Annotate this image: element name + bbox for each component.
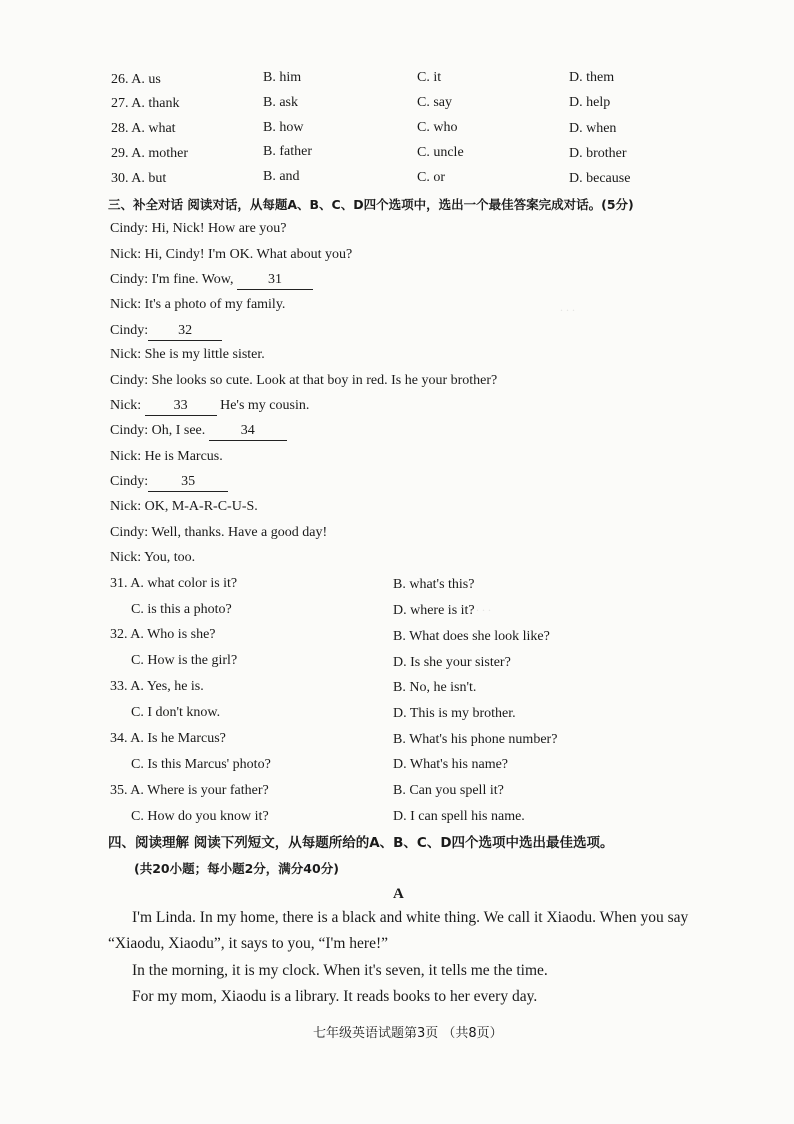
passage-paragraph: I'm Linda. In my home, there is a black and white thing. We call it Xiaodu. When you say: [132, 909, 689, 926]
q27-option-c: C. say: [417, 95, 452, 110]
dialogue-text: He's my cousin.: [216, 398, 310, 413]
choice-a: 31. A. what color is it?: [110, 576, 238, 591]
dialogue-line: Nick: It's a photo of my family.: [110, 297, 286, 312]
choice-b: B. Can you spell it?: [393, 783, 504, 798]
q29-option-a: 29. A. mother: [111, 146, 188, 161]
passage-paragraph: “Xiaodu, Xiaodu”, it says to you, “I'm here!”: [108, 935, 388, 952]
choice-d: D. I can spell his name.: [393, 809, 525, 824]
dialogue-line: Nick: She is my little sister.: [110, 347, 265, 362]
dialogue-line: [110, 322, 222, 341]
choice-b: B. No, he isn't.: [393, 680, 477, 695]
choice-c: C. I don't know.: [131, 705, 221, 720]
choice-d: D. where is it?: [393, 603, 475, 618]
choice-d: D. What's his name?: [393, 757, 509, 772]
q29-option-c: C. uncle: [417, 145, 464, 160]
choice-a: 33. A. Yes, he is.: [110, 679, 204, 694]
choice-d: D. Is she your sister?: [393, 655, 511, 670]
choice-c: C. How do you know it?: [131, 809, 269, 824]
choice-d: D. This is my brother.: [393, 706, 516, 721]
q27-option-d: D. help: [569, 95, 611, 110]
blank-31: 31: [237, 271, 313, 290]
choice-b: B. What does she look like?: [393, 629, 550, 644]
choice-b: B. what's this?: [393, 577, 475, 592]
blank-34: 34: [209, 422, 287, 441]
q28-option-d: D. when: [569, 121, 617, 136]
choice-c: C. is this a photo?: [131, 602, 232, 617]
dialogue-text: Cindy: I'm fine. Wow,: [110, 272, 237, 287]
dialogue-text: Cindy:: [110, 474, 149, 489]
passage-label: A: [393, 886, 404, 902]
q30-option-c: C. or: [417, 170, 445, 185]
blank-33: 33: [145, 397, 217, 416]
dialogue-line: [110, 271, 313, 290]
passage-paragraph: For my mom, Xiaodu is a library. It reads books to her every day.: [132, 988, 538, 1005]
section4-header: 四、阅读理解 阅读下列短文，从每题所给的A、B、C、D四个选项中选出最佳选项。: [108, 835, 614, 851]
q27-option-a: 27. A. thank: [111, 96, 180, 111]
dialogue-line: Nick: OK, M-A-R-C-U-S.: [110, 499, 258, 514]
q28-option-c: C. who: [417, 120, 458, 135]
q29-option-d: D. brother: [569, 146, 627, 161]
choice-b: B. What's his phone number?: [393, 732, 558, 747]
bleed-through: . . .: [560, 300, 575, 314]
dialogue-line: Cindy: Well, thanks. Have a good day!: [110, 525, 328, 540]
choice-a: 32. A. Who is she?: [110, 627, 216, 642]
passage-paragraph: In the morning, it is my clock. When it's seven, it tells me the time.: [132, 962, 548, 979]
q30-option-d: D. because: [569, 171, 631, 186]
q27-option-b: B. ask: [263, 95, 298, 110]
q26-option-a: 26. A. us: [111, 72, 161, 87]
q26-option-b: B. him: [263, 70, 302, 85]
q30-option-a: 30. A. but: [111, 171, 167, 186]
q28-option-b: B. how: [263, 120, 304, 135]
section3-header: 三、补全对话 阅读对话，从每题A、B、C、D四个选项中，选出一个最佳答案完成对话。(5分): [108, 197, 634, 212]
dialogue-line: [110, 422, 287, 441]
choice-c: C. How is the girl?: [131, 653, 238, 668]
page-footer: 七年级英语试题第3页 （共8页）: [313, 1026, 503, 1041]
dialogue-line: [110, 473, 228, 492]
q26-option-d: D. them: [569, 70, 615, 85]
dialogue-line: Cindy: She looks so cute. Look at that boy in red. Is he your brother?: [110, 373, 498, 388]
dialogue-line: Nick: You, too.: [110, 550, 196, 565]
choice-c: C. Is this Marcus' photo?: [131, 757, 271, 772]
q28-option-a: 28. A. what: [111, 121, 176, 136]
choice-a: 35. A. Where is your father?: [110, 783, 269, 798]
section4-subheader: (共20小题；每小题2分，满分40分): [134, 861, 339, 876]
choice-a: 34. A. Is he Marcus?: [110, 731, 226, 746]
q30-option-b: B. and: [263, 169, 300, 184]
dialogue-text: Cindy: Oh, I see.: [110, 423, 209, 438]
q29-option-b: B. father: [263, 144, 312, 159]
dialogue-text: Nick:: [110, 398, 145, 413]
dialogue-text: Cindy:: [110, 323, 149, 338]
dialogue-line: Nick: Hi, Cindy! I'm OK. What about you?: [110, 247, 353, 262]
dialogue-line: Cindy: Hi, Nick! How are you?: [110, 221, 287, 236]
bleed-through: . . . .: [470, 600, 491, 614]
q26-option-c: C. it: [417, 70, 442, 85]
blank-35: 35: [148, 473, 228, 492]
dialogue-line: Nick: He is Marcus.: [110, 449, 223, 464]
blank-32: 32: [148, 322, 222, 341]
dialogue-line: [110, 397, 309, 416]
